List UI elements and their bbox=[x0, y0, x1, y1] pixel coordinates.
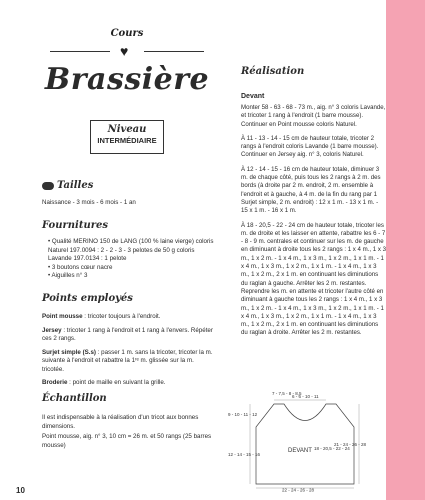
ornament-line-right bbox=[144, 51, 204, 52]
pink-side-bar bbox=[386, 0, 425, 500]
schema-label: DEVANT bbox=[288, 448, 312, 454]
list-item: • Aiguilles n° 3 bbox=[48, 272, 217, 281]
devant-heading: Devant bbox=[241, 93, 265, 100]
points-heading: Points employés bbox=[42, 293, 133, 304]
page-title: Brassière bbox=[44, 62, 210, 97]
dim-left-lower: 12 - 14 - 15 - 16 bbox=[228, 452, 261, 457]
point-desc: : passer 1 m. sans la tricoter, tricoter la m. suivante à l'endroit et rabattre la 1ʳᵉ m. glissée sur la m. tricotée. bbox=[42, 348, 213, 373]
instruction-paragraph: À 11 - 13 - 14 - 15 cm de hauteur totale, tricoter 2 rangs à l'endroit coloris Lavande (1 barre mousse). Continuer en Jersey aig. n° 3, coloris Naturel. bbox=[241, 134, 379, 159]
point-desc: : tricoter 1 rang à l'endroit et 1 rang à l'envers. Répéter ces 2 rangs. bbox=[42, 326, 213, 342]
dim-top-left: 7 - 7,5 - 8 - 8,5 bbox=[272, 392, 302, 396]
fournitures-heading: Fournitures bbox=[42, 220, 108, 231]
level-value: INTERMÉDIAIRE bbox=[97, 136, 157, 145]
realisation-text bbox=[241, 104, 386, 344]
echantillon-text bbox=[42, 414, 217, 455]
dim-inner: 18 - 20,5 - 22 - 24 bbox=[314, 446, 350, 451]
yarn-icon bbox=[42, 182, 54, 190]
dim-left-upper: 9 - 10 - 11 - 12 bbox=[228, 412, 258, 417]
title-ornament bbox=[42, 44, 212, 58]
devant-schema bbox=[226, 392, 386, 492]
point-name: Point mousse bbox=[42, 313, 83, 320]
point-name: Surjet simple (S.s) bbox=[42, 348, 96, 356]
realisation-heading: Réalisation bbox=[241, 66, 305, 77]
echantillon-gauge: Point mousse, aig. n° 3, 10 cm = 26 m. et 50 rangs (25 barres mousse) bbox=[42, 433, 212, 449]
dim-top-mid: 6 - 6 - 10 - 11 bbox=[292, 394, 319, 399]
level-label: Niveau bbox=[107, 124, 147, 135]
tailles-heading: Tailles bbox=[42, 180, 93, 191]
instruction-paragraph: À 18 - 20,5 - 22 - 24 cm de hauteur totale, tricoter les m. de droite et les laisser en attente, rabattre les 6 - 7 - 8 - 9 m. centrales et continuer sur les m. de gauche en diminuant à droite tous les 2 rangs : 1 x 4 m., 1 x 3 m., 1 x 2 m. - 1 x 4 m., 1 x 3 m., 1 x 2 m., 1 x 1 m. - 1 x 4 m., 1 x 3 m., 1 x 2 m., 1 x 1 m. - 1 x 4 m., 1 x 3 m., 1 x 2 m., 2 x 1 m. en continuant les diminutions du raglan à gauche. Arrêter les 2 m. restantes. Reprendre les m. en attente et tricoter l'autre côté en diminuant à gauche tous les 2 rangs : 1 x 4 m., 1 x 3 m., 1 x 2 m. - 1 x 4 m., 1 x 3 m., 1 x 2 m., 1 x 1 m. - 1 x 4 m., 1 x 3 m., 1 x 2 m., 1 x 1 m. - 1 x 4 m., 1 x 3 m., 1 x 2 m., 2 x 1 m. en continuant les diminutions du raglan à droite. Arrêter les 2 m. restantes. bbox=[241, 221, 386, 337]
point-name: Broderie bbox=[42, 379, 68, 386]
dim-right: 21 - 24 - 26 - 28 bbox=[334, 442, 367, 447]
instruction-paragraph: À 12 - 14 - 15 - 16 cm de hauteur totale, diminuer 3 m. de chaque côté, puis tous les 2 rangs à 2 m. des bords (à droite par 2 m. endroit, 2 m. ensemble à l'endroit et à gauche, à 4 m. de la fin du rang par 1 Surjet simple, 2 m. endroit) : 12 x 1 m. - 13 x 1 m. - 15 x 1 m. - 16 x 1 m. bbox=[241, 165, 381, 215]
instruction-paragraph: Monter 58 - 63 - 68 - 73 m., aig. n° 3 coloris Lavande, et tricoter 1 rang à l'endroit (1 barre mousse). Continuer en Point mousse coloris Naturel. bbox=[241, 104, 386, 128]
cours-label: Cours bbox=[110, 28, 144, 39]
echantillon-heading: Échantillon bbox=[42, 393, 107, 404]
page-number: 10 bbox=[16, 486, 25, 495]
tailles-text: Naissance - 3 mois - 6 mois - 1 an bbox=[42, 199, 136, 206]
heart-icon: ♥ bbox=[120, 43, 129, 59]
fournitures-list bbox=[42, 238, 217, 281]
ornament-line-left bbox=[50, 51, 110, 52]
dim-bottom: 22 - 24 - 26 - 28 bbox=[282, 487, 315, 492]
point-desc: : point de maille en suivant la grille. bbox=[67, 379, 166, 386]
points-text bbox=[42, 313, 217, 393]
level-box bbox=[90, 120, 164, 154]
point-desc: : tricoter toujours à l'endroit. bbox=[82, 313, 161, 320]
echantillon-intro: Il est indispensable à la réalisation d'un tricot aux bonnes dimensions. bbox=[42, 414, 199, 430]
list-item: • 3 boutons cœur nacre bbox=[48, 264, 217, 273]
point-name: Jersey bbox=[42, 326, 62, 334]
list-item: • Qualité MERINO 150 de LANG (100 % laine vierge) coloris Naturel 197.0094 : 2 - 2 - 3 - 3 pelotes de 50 g coloris Lavande 197.0134 : 1 pelote bbox=[48, 238, 217, 264]
